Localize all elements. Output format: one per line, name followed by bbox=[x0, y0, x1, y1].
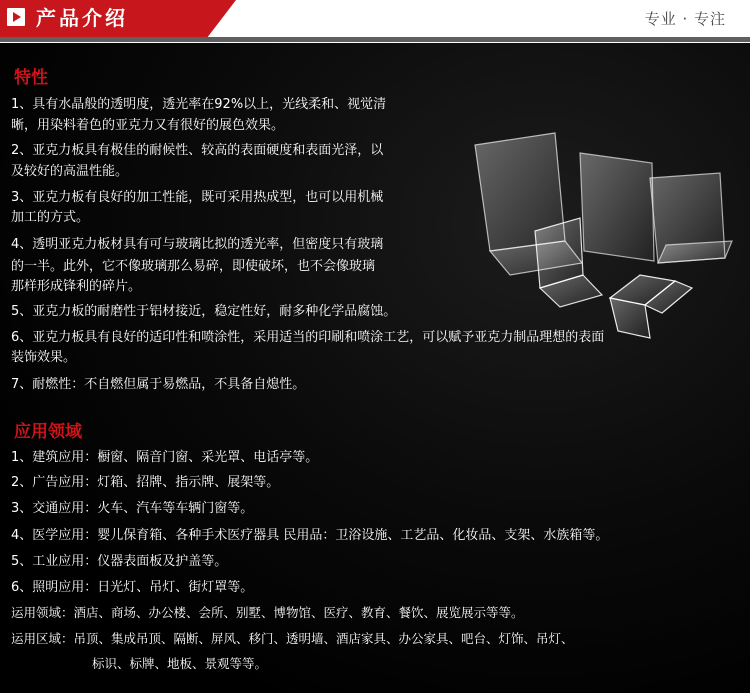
applications-line-7: 运用领域：酒店、商场、办公楼、会所、别墅、博物馆、医疗、教育、餐饮、展览展示等等。 bbox=[11, 605, 524, 620]
features-line-12: 装饰效果。 bbox=[11, 350, 77, 365]
features-line-4: 及较好的高温性能。 bbox=[11, 164, 129, 179]
applications-line-4: 4、医学应用：婴儿保育箱、各种手术医疗器具 民用品：卫浴设施、工艺品、化妆品、支架、水族箱等。 bbox=[11, 528, 609, 543]
applications-title: 应用领域 bbox=[14, 422, 82, 442]
header-bar bbox=[0, 0, 750, 43]
features-line-5: 3、亚克力板有良好的加工性能，既可采用热成型，也可以用机械 bbox=[11, 190, 384, 205]
features-line-3: 2、亚克力板具有极佳的耐候性、较高的表面硬度和表面光泽，以 bbox=[11, 143, 384, 158]
applications-line-9: 标识、标牌、地板、景观等等。 bbox=[92, 656, 268, 671]
applications-line-2: 2、广告应用：灯箱、招牌、指示牌、展架等。 bbox=[11, 475, 280, 490]
features-line-9: 那样形成锋利的碎片。 bbox=[11, 279, 142, 294]
play-icon bbox=[7, 8, 25, 26]
features-line-8: 的一半。此外，它不像玻璃那么易碎，即使破坏，也不会像玻璃 bbox=[11, 259, 376, 274]
header-title: 产品介绍 bbox=[36, 6, 128, 30]
features-line-6: 加工的方式。 bbox=[11, 210, 90, 225]
applications-line-8: 运用区域：吊顶、集成吊顶、隔断、屏风、移门、透明墙、酒店家具、办公家具、吧台、灯饰、吊灯、 bbox=[11, 631, 574, 646]
features-title: 特性 bbox=[14, 68, 48, 88]
content-area bbox=[0, 43, 750, 693]
features-line-7: 4、透明亚克力板材具有可与玻璃比拟的透光率，但密度只有玻璃 bbox=[11, 237, 384, 252]
applications-line-6: 6、照明应用：日光灯、吊灯、街灯罩等。 bbox=[11, 580, 254, 595]
header-slogan: 专业 · 专注 bbox=[644, 10, 726, 28]
features-line-11: 6、亚克力板具有良好的适印性和喷涂性，采用适当的印刷和喷涂工艺，可以赋予亚克力制品理想的表面 bbox=[11, 330, 605, 345]
acrylic-stand-icon bbox=[470, 123, 745, 348]
features-line-13: 7、耐燃性：不自燃但属于易燃品，不具备自熄性。 bbox=[11, 377, 306, 392]
applications-line-1: 1、建筑应用：橱窗、隔音门窗、采光罩、电话亭等。 bbox=[11, 450, 319, 465]
header-divider bbox=[0, 37, 750, 42]
features-line-10: 5、亚克力板的耐磨性于铝材接近，稳定性好，耐多种化学品腐蚀。 bbox=[11, 304, 397, 319]
applications-line-5: 5、工业应用：仪器表面板及护盖等。 bbox=[11, 554, 228, 569]
applications-line-3: 3、交通应用：火车、汽车等车辆门窗等。 bbox=[11, 501, 254, 516]
features-line-1: 1、具有水晶般的透明度，透光率在92%以上，光线柔和、视觉清 bbox=[11, 97, 387, 112]
features-line-2: 晰，用染料着色的亚克力又有很好的展色效果。 bbox=[11, 118, 285, 133]
